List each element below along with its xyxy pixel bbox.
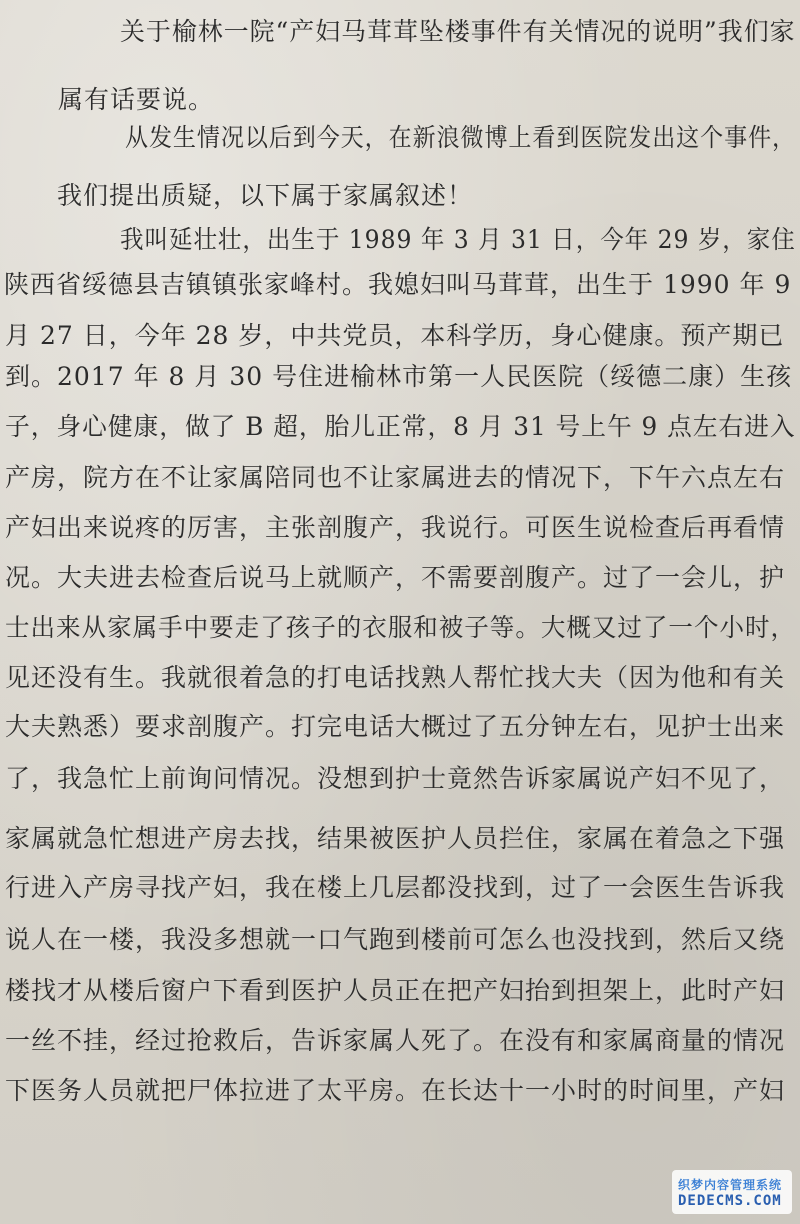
text-line: 家属就急忙想进产房去找，结果被医护人员拦住，家属在着急之下强 [5,824,786,853]
watermark-cn-text: 织梦内容管理系统 [678,1177,783,1192]
text-line: 况。大夫进去检查后说马上就顺产，不需要剖腹产。过了一会儿，护 [5,563,786,592]
text-line: 说人在一楼，我没多想就一口气跑到楼前可怎么也没找到，然后又绕 [5,925,786,954]
text-line: 属有话要说。 [58,85,215,114]
text-line: 我们提出质疑，以下属于家属叙述！ [57,181,474,210]
site-watermark [672,1170,792,1214]
text-line: 子，身心健康，做了 B 超，胎儿正常，8 月 31 号上午 9 点左右进入 [5,412,796,441]
text-line: 行进入产房寻找产妇，我在楼上几层都没找到，过了一会医生告诉我 [5,873,786,902]
text-line: 了，我急忙上前询问情况。没想到护士竟然告诉家属说产妇不见了， [5,764,786,793]
text-line: 我叫延壮壮，出生于 1989 年 3 月 31 日，今年 29 岁，家住 [120,225,796,254]
text-line: 到。2017 年 8 月 30 号住进榆林市第一人民医院（绥德二康）生孩 [5,362,793,391]
text-line: 一丝不挂，经过抢救后，告诉家属人死了。在没有和家属商量的情况 [5,1026,786,1055]
text-line: 大夫熟悉）要求剖腹产。打完电话大概过了五分钟左右，见护士出来 [5,712,786,741]
text-line: 下医务人员就把尸体拉进了太平房。在长达十一小时的时间里，产妇 [5,1076,786,1105]
text-line: 关于榆林一院“产妇马茸茸坠楼事件有关情况的说明”我们家 [120,17,796,46]
text-line: 产房，院方在不让家属陪同也不让家属进去的情况下，下午六点左右 [5,463,786,492]
watermark-en-text: DEDECMS.COM [678,1192,782,1209]
text-line: 楼找才从楼后窗户下看到医护人员正在把产妇抬到担架上，此时产妇 [5,976,786,1005]
text-line: 士出来从家属手中要走了孩子的衣服和被子等。大概又过了一个小时， [5,613,797,642]
text-line: 月 27 日，今年 28 岁，中共党员，本科学历，身心健康。预产期已 [5,321,785,350]
text-line: 陕西省绥德县吉镇镇张家峰村。我媳妇叫马茸茸，出生于 1990 年 9 [4,270,792,299]
text-line: 见还没有生。我就很着急的打电话找熟人帮忙找大夫（因为他和有关 [5,663,786,692]
text-line: 从发生情况以后到今天，在新浪微博上看到医院发出这个事件， [125,123,797,152]
text-line: 产妇出来说疼的厉害，主张剖腹产，我说行。可医生说检查后再看情 [5,513,786,542]
